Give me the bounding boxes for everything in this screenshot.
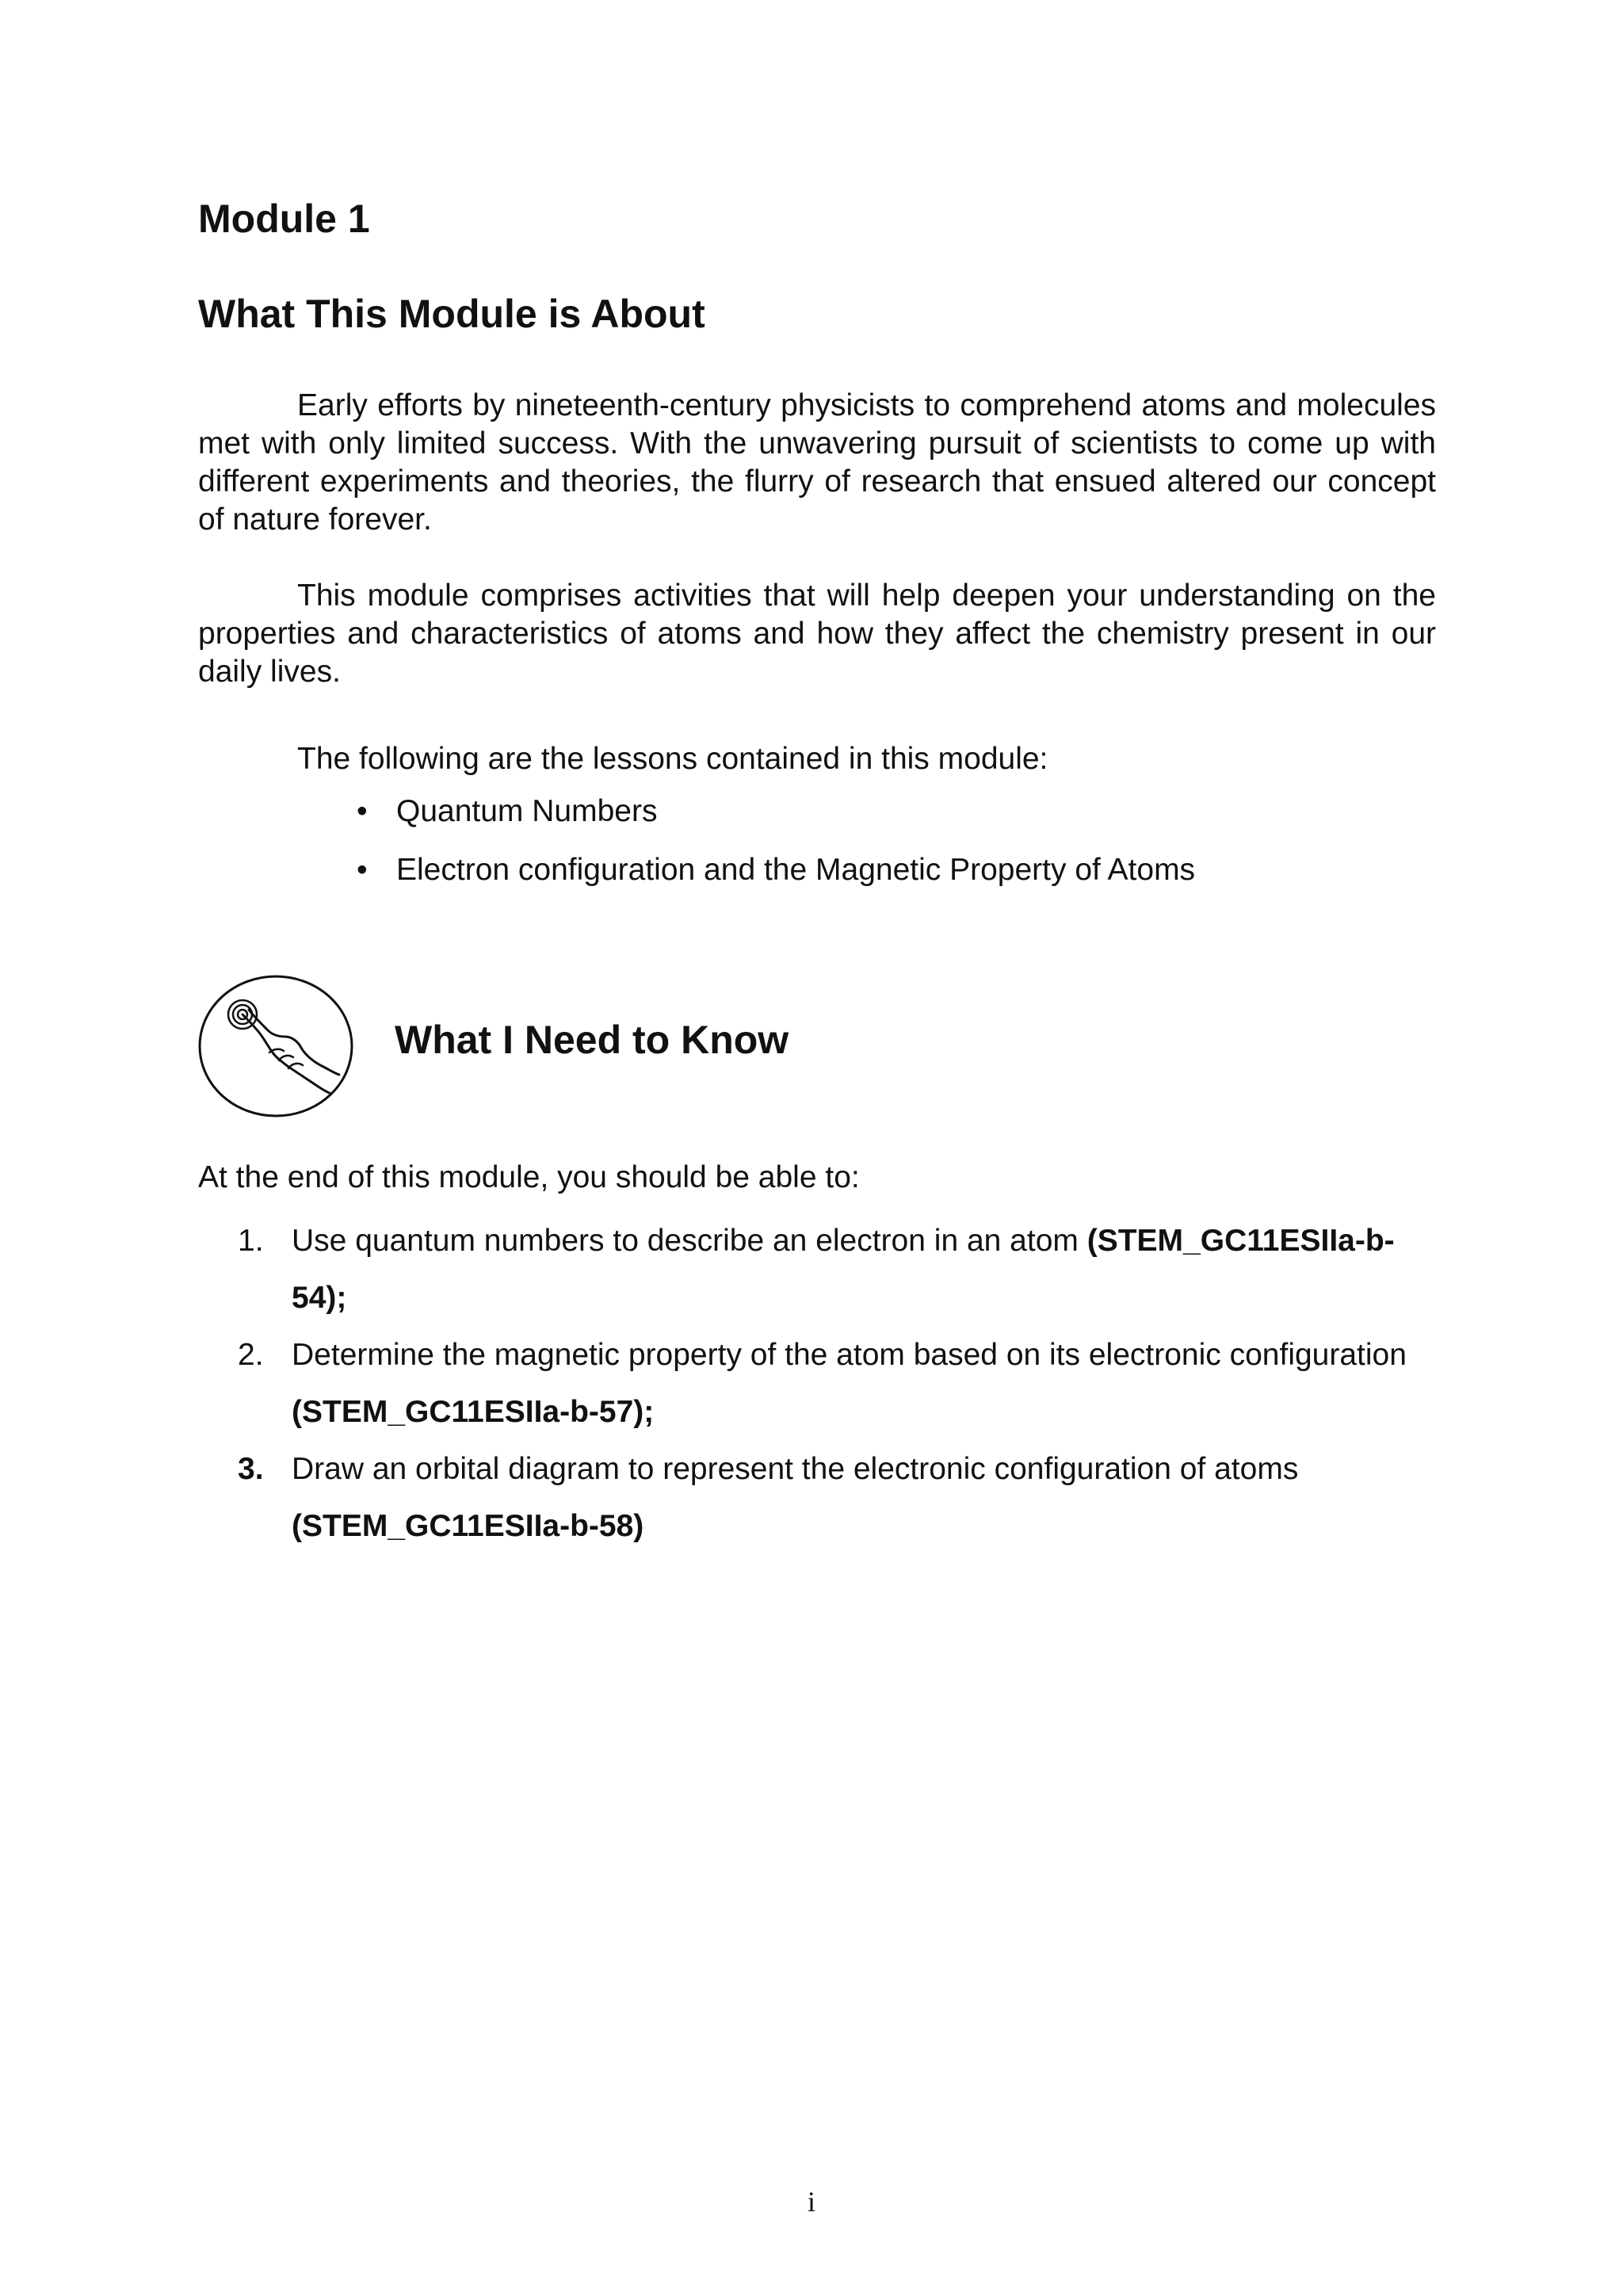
about-heading: What This Module is About (198, 292, 705, 336)
list-item (238, 1213, 1442, 1327)
lesson-text: Quantum Numbers (396, 794, 658, 828)
list-item (238, 1441, 1442, 1555)
objective-text: Use quantum numbers to describe an electron in an atom (292, 1224, 1087, 1258)
list-item (238, 1327, 1442, 1441)
module-heading: Module 1 (198, 197, 370, 241)
competency-code: (STEM_GC11ESIIa-b-58) (292, 1509, 644, 1543)
competency-code: (STEM_GC11ESIIa-b-57); (292, 1395, 655, 1429)
lessons-list (357, 793, 1195, 910)
intro-paragraph-2 (198, 577, 1436, 691)
bullet-icon: • (357, 794, 368, 828)
pointing-hand-icon (197, 973, 355, 1119)
paragraph-2-text: This module comprises activities that will help deepen your understanding on the properties and characteristics of atoms and how they affect the chemistry present in our daily lives. (198, 579, 1436, 689)
lesson-text: Electron configuration and the Magnetic Property of Atoms (396, 853, 1196, 887)
objectives-list (238, 1213, 1442, 1555)
paragraph-1-text: Early efforts by nineteenth-century physicists to comprehend atoms and molecules met with only limited success. With the unwavering pursuit of scientists to come up with different experiments and theories, the flurry of research that ensued altered our concept of nature forever. (198, 388, 1436, 537)
item-number: 2. (238, 1338, 264, 1372)
list-item (357, 851, 1195, 910)
item-number: 3. (238, 1452, 264, 1486)
item-number: 1. (238, 1224, 264, 1258)
page-number: i (807, 2186, 815, 2218)
bullet-icon: • (357, 853, 368, 887)
objective-text: Draw an orbital diagram to represent the electronic configuration of atoms (292, 1452, 1299, 1486)
objectives-intro: At the end of this module, you should be able to: (198, 1160, 860, 1194)
intro-paragraph-1 (198, 387, 1436, 539)
know-heading: What I Need to Know (395, 1018, 789, 1062)
competency-code: (STEM_GC11ESIIa-b-54); (292, 1224, 1395, 1315)
list-item (357, 793, 1195, 851)
objective-text: Determine the magnetic property of the atom based on its electronic configuration (292, 1338, 1407, 1372)
lessons-intro: The following are the lessons contained in this module: (297, 742, 1048, 776)
